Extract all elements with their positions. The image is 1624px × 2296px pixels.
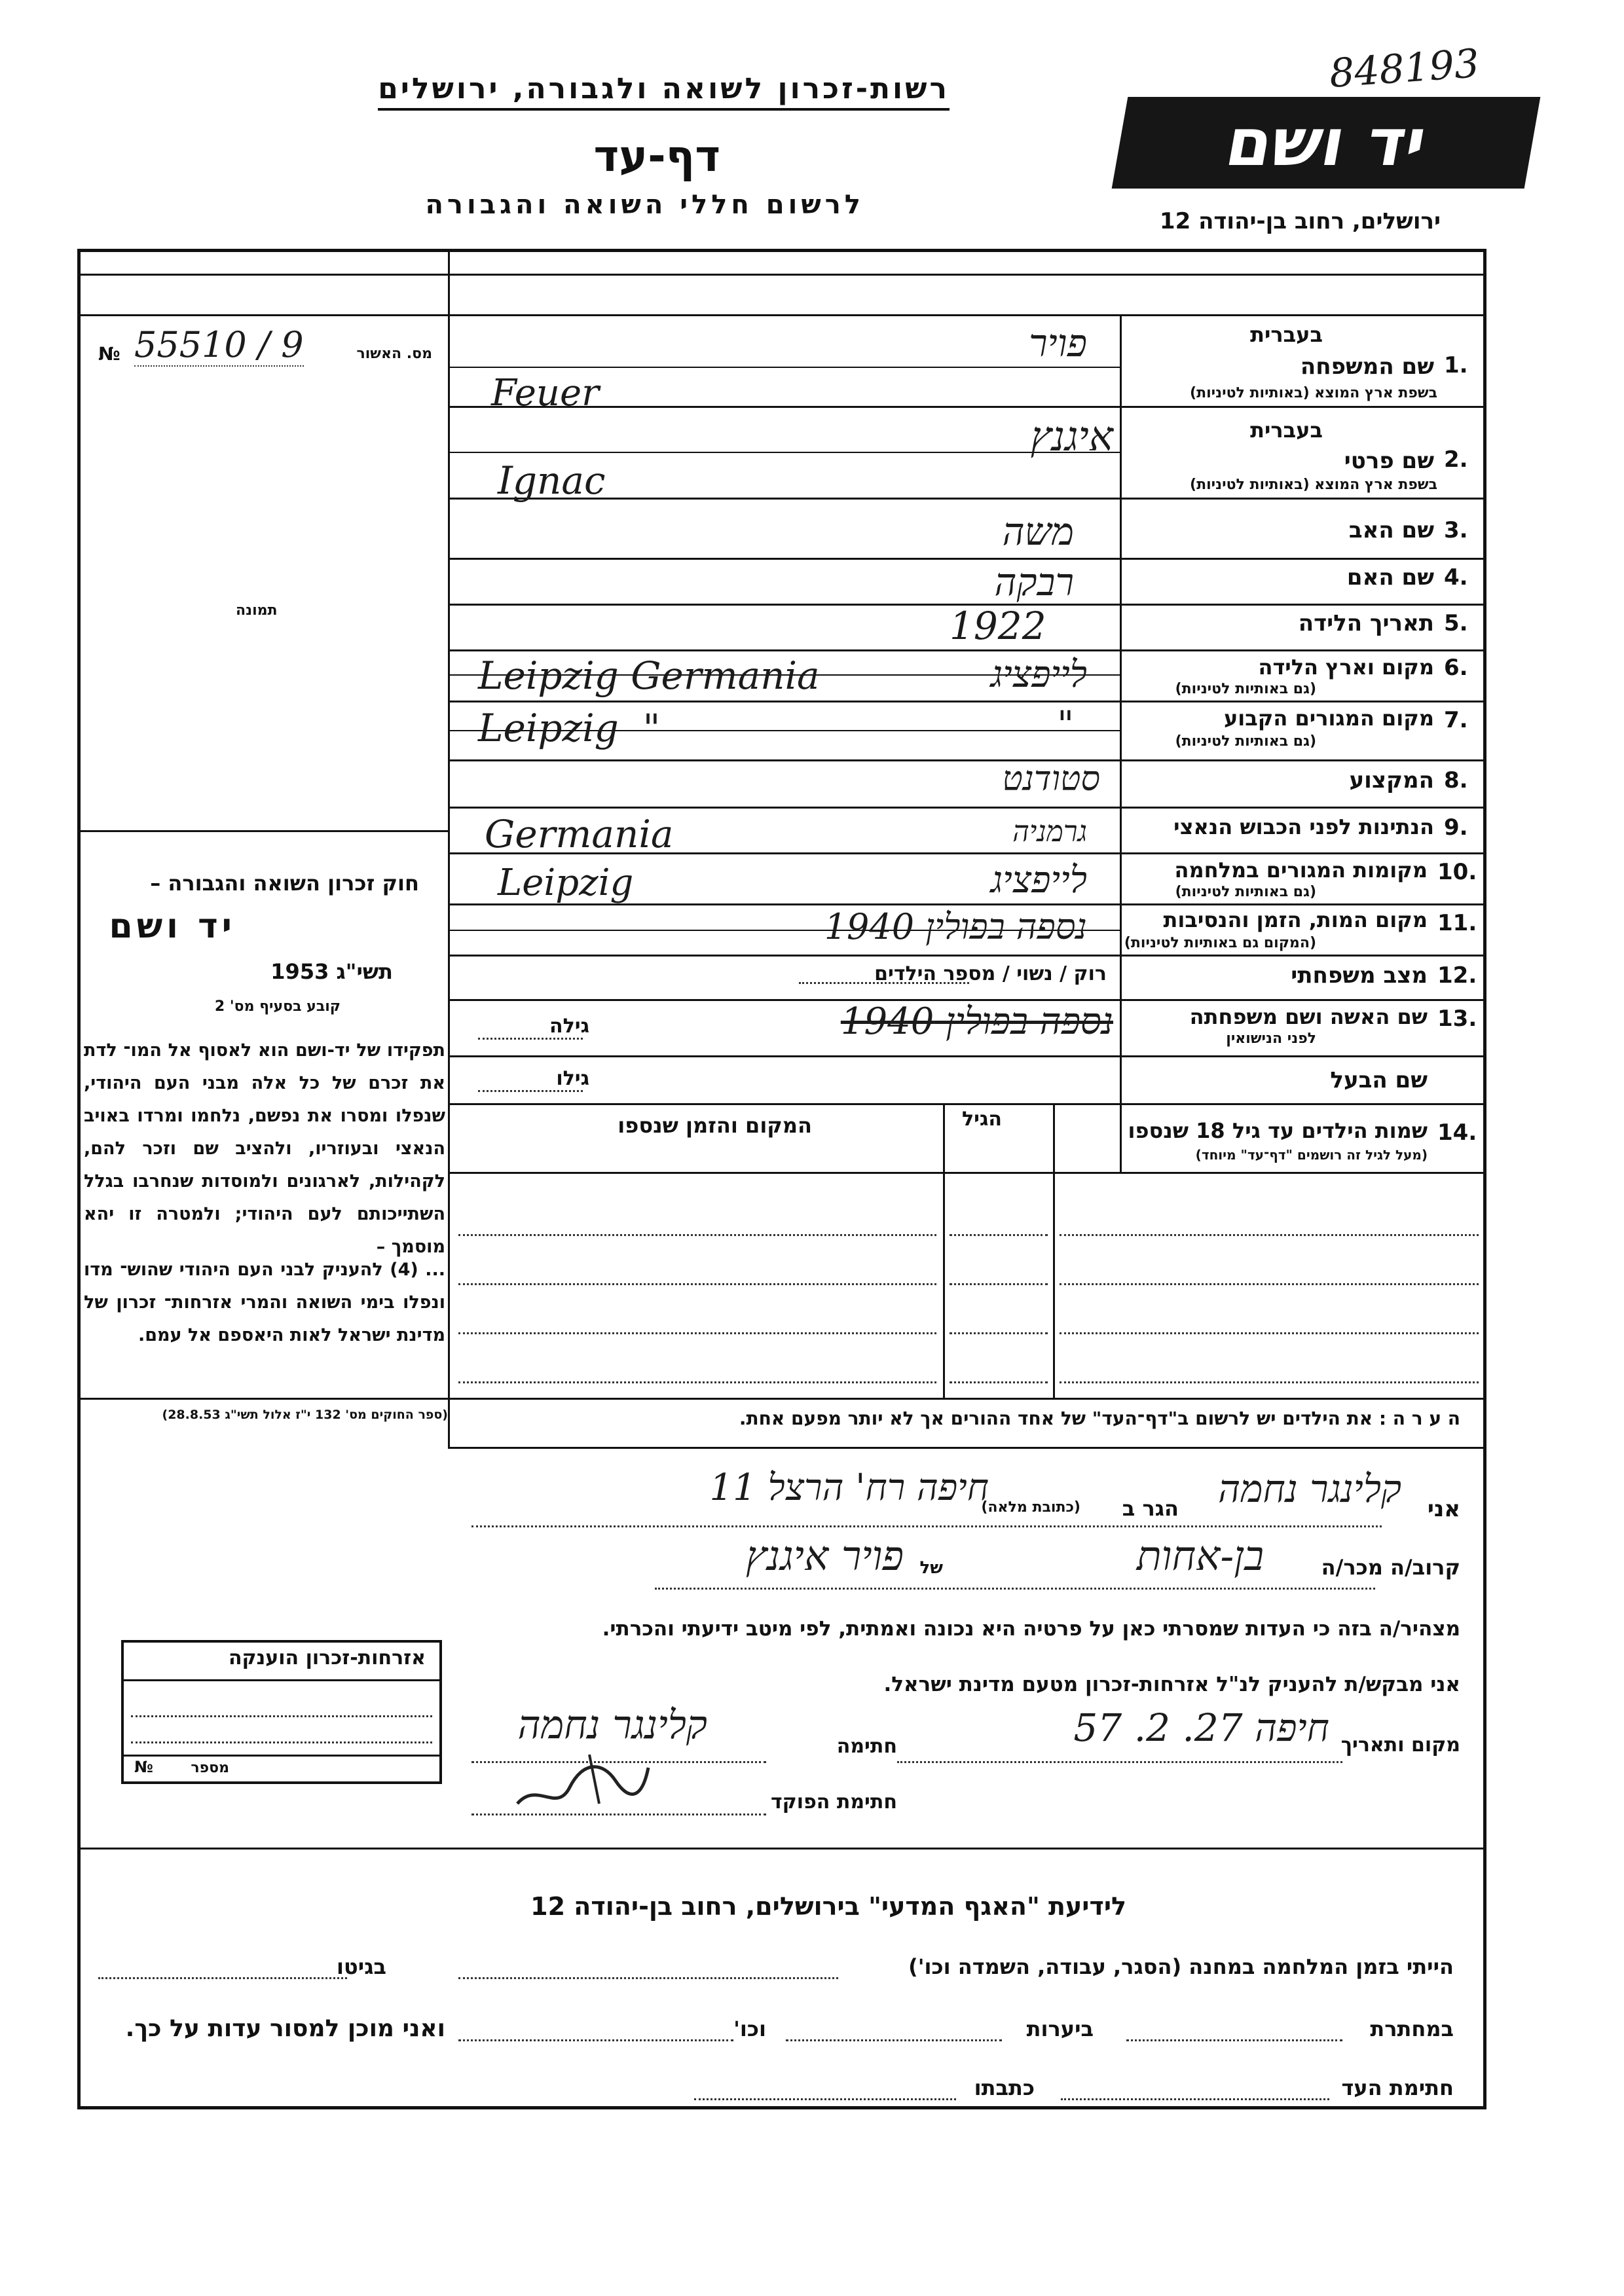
law-name: יד ושם [109,907,236,946]
nationality-hebrew: גרמניה [1012,815,1087,848]
permit-label: מס. האשור [356,346,432,362]
officer-signature-label: חתימת הפוקד [771,1791,897,1813]
place-date-label: מקום ותאריך [1340,1734,1460,1757]
field-10-label: מקומות המגורים במלחמה [1174,858,1428,883]
witness-signature-label: חתימת העד [1341,2075,1454,2100]
field-3-label: שם האב [1348,517,1434,543]
signature-label: חתימה [836,1735,897,1758]
declaration-address-hint: (כתובת מלאה) [981,1499,1080,1516]
first-name-latin: Ignac [498,458,606,503]
husband-age-label: גילו [556,1067,589,1090]
field-2-label: שם פרטי [1344,448,1434,474]
field-7-hint: (גם באותיות לטיניות) [1175,733,1316,750]
field-13-label: שם האשה ושם משפחתה [1189,1004,1428,1029]
authority-title: רשות-זכרון לשואה ולגבורה, ירושלים [378,72,950,111]
permit-no-sign: № [98,343,120,365]
field-1-tag: בעברית [1250,322,1323,347]
field-9-label: הנתינות לפני הכבוש הנאצי [1173,814,1434,839]
children-age-header: הגיל [962,1108,1002,1131]
officer-signature-scribble [511,1741,655,1820]
form-title: דף-עד [593,131,720,181]
declaration-statement: מצהיר/ה בזה כי העדות שמסרתי כאן על פרטיה היא נכונה ואמתית, לפי מיטב ידיעתי והכרתי. [602,1617,1460,1641]
field-2-tag: בעברית [1250,418,1323,443]
law-title: חוק זכרון השואה והגבורה – [150,871,419,896]
law-clause: קובע בסעיף מס' 2 [214,998,341,1015]
profession: סטודנט [1002,759,1100,799]
citizenship-no-sign: № [134,1758,153,1776]
field-6-hint: (גם באותיות לטיניות) [1175,681,1316,697]
law-year: תשי"ג 1953 [270,959,393,984]
wife-age-label: גילה [549,1015,589,1038]
form-subtitle: לרשום חללי השואה והגבורה [425,190,864,220]
place-date-value: חיפה 27. 2. 57 [1073,1705,1329,1750]
residence-hebrew: " [1057,704,1074,746]
wartime-residence-hebrew: לייפציג [990,859,1087,902]
witness-address-label: כתבתו [974,2075,1035,2100]
death-place-value: נספה בפולין 1940 [824,906,1087,947]
relation-subject: פויר איגנץ [745,1532,904,1580]
photo-label: תמונה [236,602,278,619]
field-10-hint: (גם באותיות לטיניות) [1175,884,1316,900]
field-4-label: שם האם [1346,564,1434,591]
family-name-latin: Feuer [491,372,599,414]
nationality-latin: Germania [485,812,674,856]
declaration-request: אני מבקש/ת להעניק לנ"ל אזרחות-זכרון מטעם מדינת ישראל. [883,1673,1460,1696]
field-1-label: שם המשפחה [1300,354,1434,380]
declaration-prefix: אני [1427,1496,1460,1522]
father-name: משה [1002,509,1074,554]
yad-vashem-logo [1112,97,1541,189]
field-14-label: שמות הילדים עד גיל 18 שנספו [1128,1118,1428,1143]
relation-label: קרוב/ה מכר/ה [1321,1555,1460,1580]
law-text-2: ... (4) להעניק לבני העם היהודי שהוש־ מדו ונפלו בימי השואה והמרי אזרחות־ זכרון של מדינת ישראל לאות היאספם אל עמם. [84,1260,445,1345]
mother-name: רבקה [994,560,1074,604]
field-8-label: המקצוע [1349,767,1434,793]
law-text: תפקידו של יד-ושם הוא לאסוף אל המו־ לדת את זכרם של כל אלה מבני העם היהודי, שנפלו ומסרו את נפשם, נלחמו ומרדו באויב הנאצי ובעוזריו, ולהציב שם וזכר להם, לקהילות, לארגונים ולמוסדות שנחרבו בגלל השתייכותם לעם היהודי; ולמטרה זו יהא מוסמך – [84,1040,445,1257]
field-14-hint: (מעל לגיל זה רושמים "דף־עד" מיוחד) [1195,1147,1428,1163]
relation-of: של [919,1558,943,1578]
birth-place-hebrew: לייפציג [990,653,1087,696]
field-7-label: מקום המגורים הקבוע [1223,706,1434,731]
bottom-line1-end: בגיטו [337,1954,386,1979]
family-name-hebrew: פויר [1029,321,1087,365]
field-2-hint: בשפת ארץ המוצא (באותיות לטיניות) [1190,477,1437,493]
permit-value: 55510 / 9 [134,324,304,365]
bottom-line2-etc: וכו' [733,2016,766,2041]
field-6-label: מקום וארץ הלידה [1258,655,1434,680]
children-place-header: המקום והזמן שנספו [618,1113,812,1138]
wife-name-value: נספה בפולין 1940 [840,1000,1113,1043]
bottom-title: לידיעת "האגף המדעי" בירושלים, רחוב בן-יהודה 12 [530,1892,1126,1921]
birth-place-latin: Leipzig Germania [478,653,820,698]
field-13-hint: לפני הנישואין [1226,1030,1316,1047]
residence-latin: Leipzig " [478,706,661,750]
marital-status-options: רוק / נשוי / מספר הילדים [874,962,1107,985]
citizenship-box-title: אזרחות-זכרון הוענקה [228,1647,426,1669]
field-5-label: תאריך הלידה [1298,610,1434,636]
bottom-line2-start: במחתרת [1370,2016,1454,2041]
header-address: ירושלים, רחוב בן-יהודה 12 [1159,208,1441,234]
field-1-hint: בשפת ארץ המוצא (באותיות לטיניות) [1190,385,1437,401]
signature-value: קלינגר נחמה [517,1702,707,1748]
field-12-label: מצב משפחתי [1291,962,1428,989]
bottom-line2-mid: ביערות [1026,2016,1094,2041]
field-11-hint: (המקום גם באותיות לטיניות) [1124,935,1316,951]
law-reference: (ספר החוקים מס' 132 י"ז אלול תשי"ג 28.8.53) [162,1408,448,1422]
husband-label: שם הבעל [1330,1067,1428,1093]
bottom-line1: הייתי בזמן המלחמה במחנה (הסגר, עבודה, השמדה וכו') [908,1954,1454,1979]
citizenship-number-label: מספר [191,1760,229,1776]
field-11-label: מקום המות, הזמן והנסיבות [1163,907,1428,932]
archive-number: 848193 [1327,41,1481,97]
declarant-address: חיפה רח' הרצל 11 [709,1467,989,1509]
logo-text: יד ושם [1220,104,1432,181]
first-name-hebrew: איגנץ [1030,412,1113,460]
bottom-line2-end: ואני מוכן למסור עדות על כך. [125,2015,445,2042]
declaration-resides: הגר ב [1122,1496,1179,1521]
declarant-name: קלינגר נחמה [1218,1467,1401,1511]
birth-date: 1922 [950,604,1046,648]
wartime-residence-latin: Leipzig [498,862,634,904]
children-note: ה ע ר ה : את הילדים יש לרשום ב"דף־העד" של אחד ההורים אך לא יותר מפעם אחת. [739,1408,1460,1429]
relation-value: בן-אחות [1136,1532,1264,1580]
